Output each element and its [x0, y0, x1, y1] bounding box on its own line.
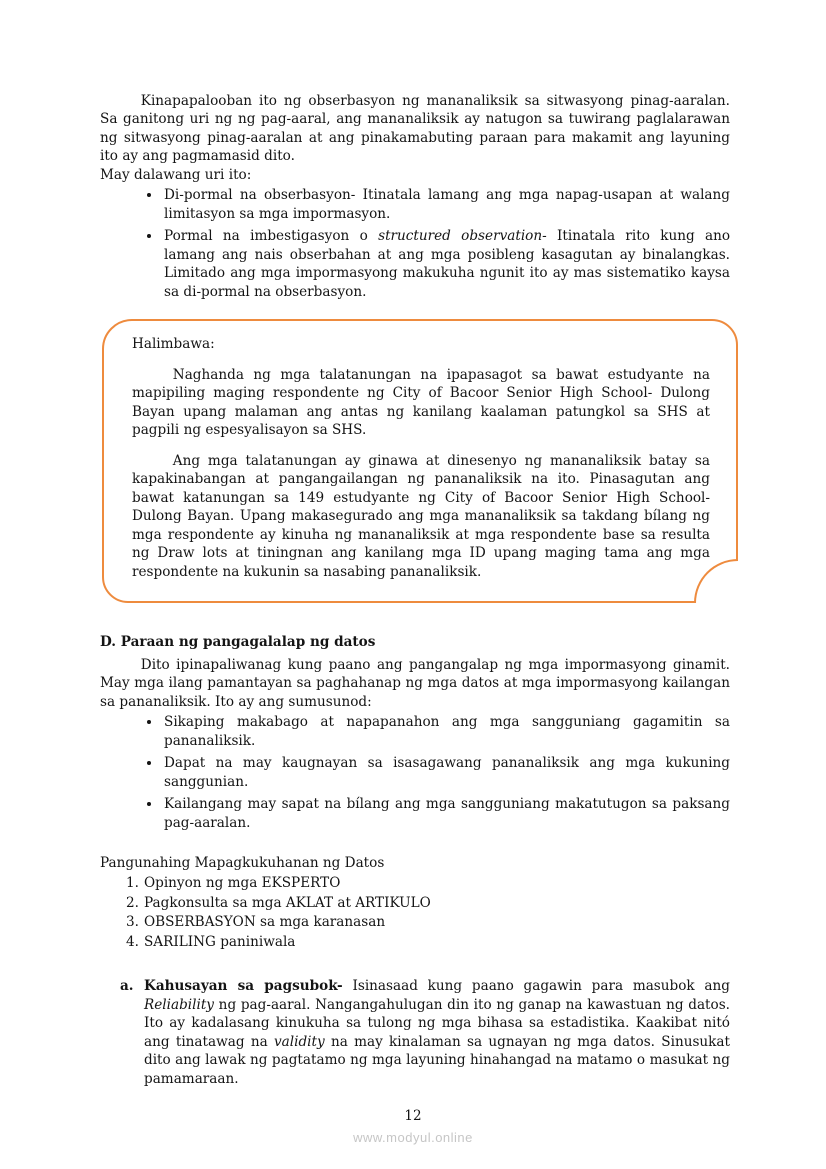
example-callout [102, 319, 738, 603]
callout-paragraph-1: Naghanda ng mga talatanungan na ipapasagot sa bawat estudyante na mapipiling maging respondente ng City of Bacoor Senior High School- Dulong Bayan upang malaman ang antas ng kanilang kaalaman patungkol sa SHS at pagpili ng espesyalisayon sa SHS. [132, 366, 710, 439]
item-a-italic-reliability: Reliability [144, 996, 214, 1013]
section-d-bullet-list [100, 713, 730, 832]
sources-item-text: Opinyon ng mga EKSPERTO [143, 875, 341, 892]
bullet-item-informal [162, 186, 730, 223]
sources-item-text: OBSERBASYON sa mga karanasan [143, 914, 386, 931]
page-content [100, 92, 730, 1088]
list-item [126, 894, 730, 912]
item-a-marker: a. [120, 978, 134, 995]
observation-bullet-list [100, 186, 730, 301]
observation-types-label: May dalawang uri ito: [100, 166, 252, 183]
bullet-informal-text: Di-pormal na obserbasyon- Itinatala lamang ang mga napag-usapan at walang limitasyon sa mga impormasyon. [164, 187, 730, 222]
page-footer [0, 1107, 826, 1147]
bullet-item-formal [162, 227, 730, 301]
bullet-formal-italic-term: structured observation [378, 228, 543, 245]
bullet-item [162, 713, 730, 750]
bullet-formal-post: - Itinatala rito kung ano lamang ang nais obserbahan at ang mga posibleng kasagutan ay binalangkas. Limitado ang mga impormasyong makukuha ngunit ito ay mas sistematiko kaysa sa di-pormal na obserbasyon. [164, 228, 731, 300]
section-d-bullet-1: Sikaping makabago at napapanahon ang mga sangguniang gagamitin sa pananaliksik. [164, 714, 730, 749]
section-d-heading: D. Paraan ng pangagalalap ng datos [100, 634, 376, 651]
bullet-formal-pre: Pormal na imbestigasyon o [164, 228, 379, 245]
section-d-intro: Dito ipinapaliwanag kung paano ang pangangalap ng mga impormasyong ginamit. May mga ilang pamantayan sa paghahanap ng mga datos at mga impormasyong kailangan sa pananaliksik. Ito ay ang sumusunod: [100, 656, 730, 710]
sources-list [126, 874, 730, 951]
item-a-text-1: Isinasaad kung paano gagawin para masubok ang [342, 978, 730, 995]
sources-item-number: 3. [126, 914, 139, 931]
bullet-item [162, 754, 730, 791]
item-a-paragraph [100, 977, 730, 1088]
item-a-bold-lead: Kahusayan sa pagsubok- [144, 978, 343, 995]
sources-section [100, 854, 730, 951]
list-item [126, 933, 730, 951]
section-d-bullet-3: Kailangang may sapat na bílang ang mga sangguniang makatutugon sa paksang pag-aaralan. [164, 796, 730, 831]
list-item [126, 874, 730, 892]
item-a-text-2: ng pag-aaral. Nangangahulugan din ito ng ganap na kawastuan ng datos. Ito ay kadalasang kinukuha sa tulong ng mga bihasa sa estadistika. Kaakibat nitó ang tinatawag na [144, 996, 730, 1050]
sources-item-number: 1. [126, 875, 139, 892]
sources-item-text: Pagkonsulta sa mga AKLAT at ARTIKULO [143, 894, 431, 911]
list-item [126, 913, 730, 931]
sources-item-number: 4. [126, 933, 139, 950]
callout-paragraph-2: Ang mga talatanungan ay ginawa at dinesenyo ng mananaliksik batay sa kapakinabangan at pangangailangan ng pananaliksik na ito. Pinasagutan ang bawat katanungan sa 149 estudyante ng City of Bacoor Senior High School- Dulong Bayan. Upang makasegurado ang mga mananaliksik sa takdang bílang ng mga respondente ay kinuha ng mananaliksik at mga respondente base sa resulta ng Draw lots at tiningnan ang kanilang mga ID upang maging tama ang mga respondente na kukunin sa nasabing pananaliksik. [132, 452, 710, 580]
bullet-item [162, 795, 730, 832]
observation-intro-paragraph: Kinapapalooban ito ng obserbasyon ng mananaliksik sa sitwasyong pinag-aaralan. Sa ganitong uri ng ng pag-aaral, ang mananaliksik ay natugon sa tuwirang paglalarawan ng sitwasyong pinag-aaralan at ang pinakamabuting paraan para makamit ang layuning ito ay ang pagmamasid dito. [100, 93, 730, 165]
page-number: 12 [404, 1107, 422, 1124]
callout-title: Halimbawa: [132, 336, 215, 353]
sources-item-text: SARILING paniniwala [143, 933, 296, 950]
sources-item-number: 2. [126, 894, 139, 911]
watermark-url: www.modyul.online [353, 1130, 473, 1146]
sources-heading: Pangunahing Mapagkukuhanan ng Datos [100, 854, 385, 871]
section-d-bullet-2: Dapat na may kaugnayan sa isasagawang pananaliksik ang mga kukuning sanggunian. [164, 755, 730, 790]
item-a-text-3: na may kinalaman sa ugnayan ng mga datos. Sinusukat dito ang lawak ng pagtatamo ng mga layuning hinahangad na matamo o masukat ng pamamaraan. [144, 1033, 730, 1087]
item-a-italic-validity: validity [273, 1033, 325, 1050]
